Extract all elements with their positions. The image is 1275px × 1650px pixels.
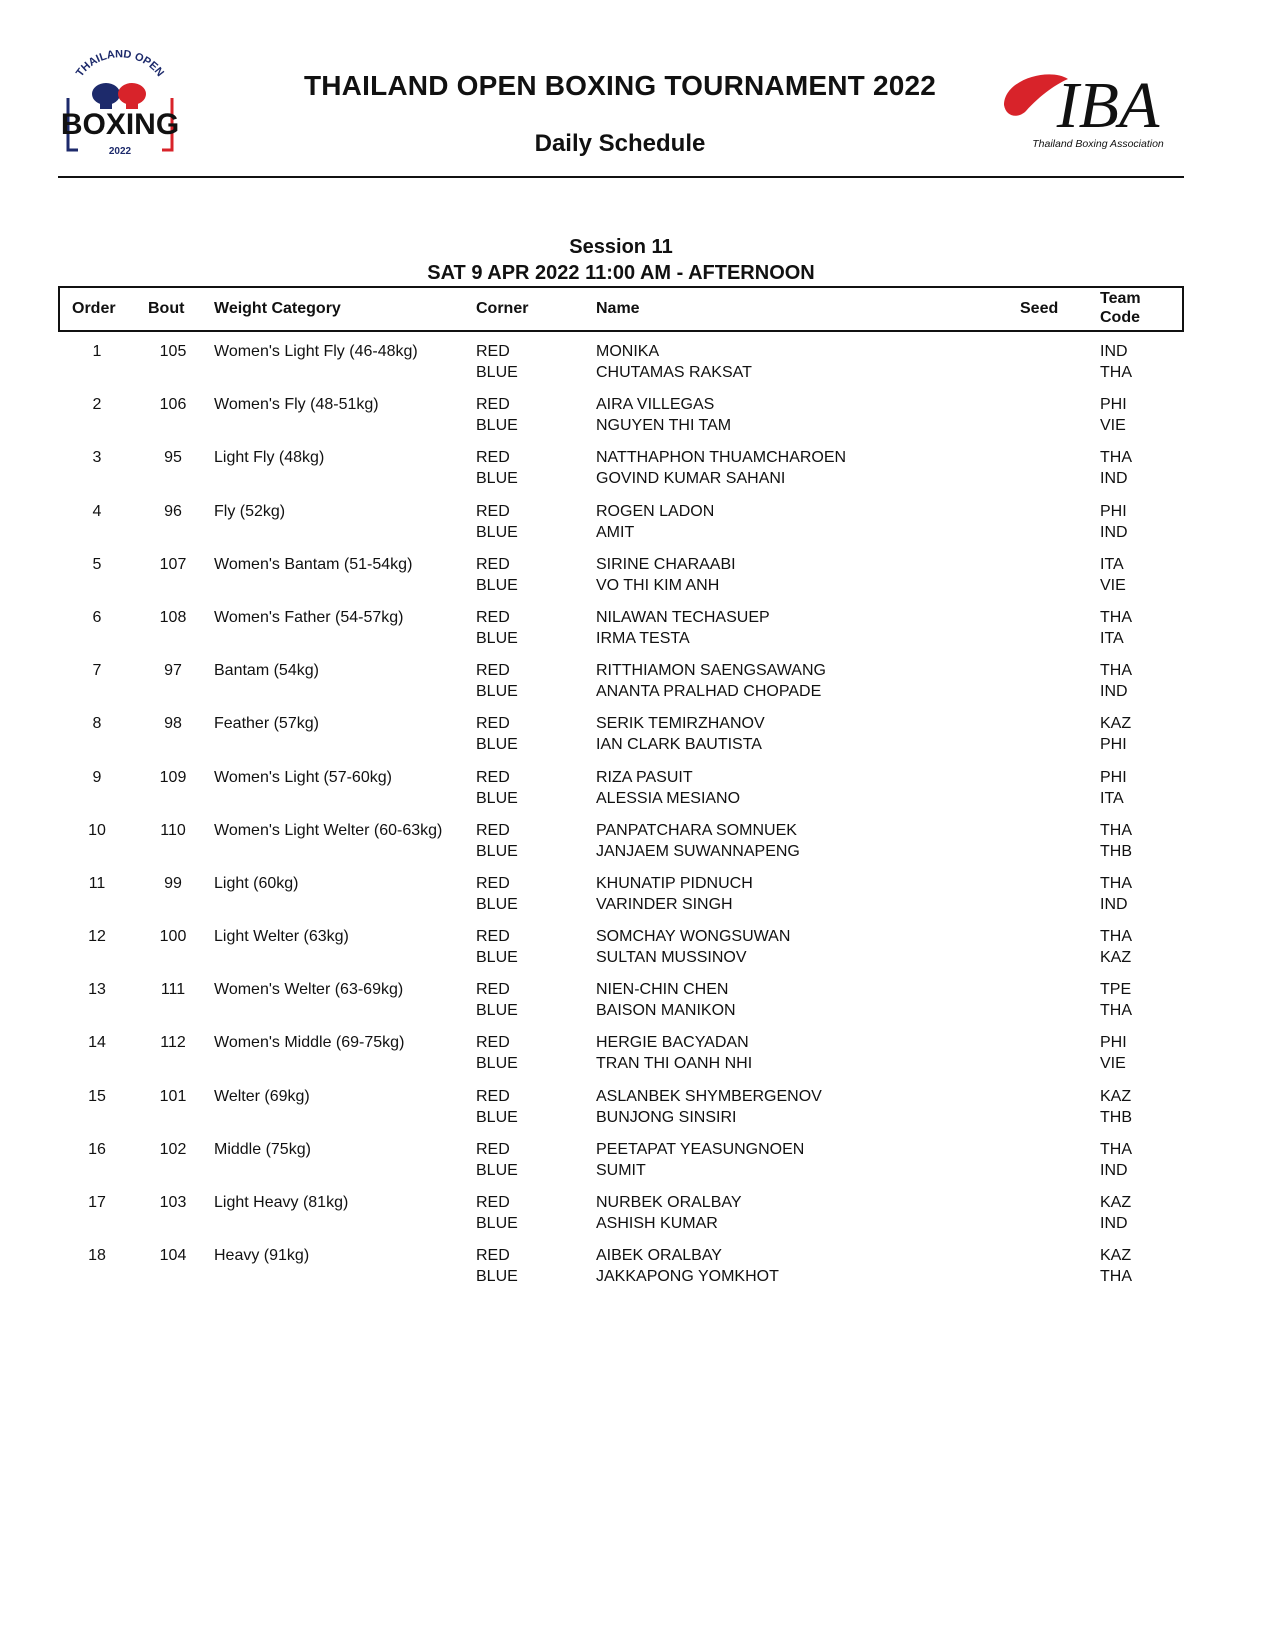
red-team-cell: THA	[1100, 449, 1132, 467]
session-datetime: SAT 9 APR 2022 11:00 AM - AFTERNOON	[427, 262, 815, 284]
header-bout: Bout	[148, 300, 185, 317]
red-corner-cell: RED	[476, 396, 510, 414]
blue-corner-cell: BLUE	[476, 842, 518, 860]
order-cell: 5	[92, 555, 102, 573]
bout-row	[58, 604, 1184, 657]
bout-row	[58, 1136, 1184, 1189]
bout-row	[58, 923, 1184, 976]
bout-list	[58, 338, 1184, 1295]
red-corner-cell: RED	[476, 928, 510, 946]
blue-name-cell: IAN CLARK BAUTISTA	[596, 736, 762, 754]
red-corner-cell: RED	[476, 1140, 510, 1158]
bout-cell: 108	[159, 608, 187, 626]
header-seed: Seed	[1020, 300, 1059, 317]
order-cell: 11	[88, 874, 106, 892]
blue-corner-cell: BLUE	[476, 364, 518, 381]
bout-row	[58, 1189, 1184, 1242]
blue-name-cell: ANANTA PRALHAD CHOPADE	[596, 683, 822, 701]
bout-cell: 103	[159, 1194, 187, 1211]
red-name-cell: ROGEN LADON	[596, 502, 715, 520]
bout-cell: 110	[160, 821, 186, 839]
blue-team-cell: VIE	[1100, 1055, 1126, 1073]
bout-row	[58, 764, 1184, 817]
blue-corner-cell: BLUE	[476, 683, 518, 701]
red-name-cell: KHUNATIP PIDNUCH	[596, 874, 753, 892]
blue-team-cell: IND	[1100, 523, 1128, 541]
red-name-cell: ASLANBEK SHYMBERGENOV	[596, 1087, 822, 1105]
header-order: Order	[72, 300, 116, 317]
red-corner-cell: RED	[476, 1087, 510, 1105]
bout-row	[58, 391, 1184, 444]
red-corner-cell: RED	[476, 768, 510, 786]
blue-name-cell: VARINDER SINGH	[596, 895, 733, 913]
bout-row	[58, 551, 1184, 604]
red-corner-cell: RED	[476, 715, 510, 733]
blue-corner-cell: BLUE	[476, 417, 518, 435]
blue-team-cell: THA	[1100, 1268, 1132, 1286]
blue-corner-cell: BLUE	[476, 523, 518, 541]
logo-word: BOXING	[60, 108, 180, 141]
order-cell: 12	[88, 928, 106, 946]
red-team-cell: TPE	[1100, 981, 1132, 999]
iba-letters: IBA	[1056, 69, 1160, 142]
iba-caption: Thailand Boxing Association	[1032, 138, 1164, 150]
order-cell: 7	[92, 662, 102, 680]
blue-corner-cell: BLUE	[476, 789, 518, 807]
iba-logo	[1000, 65, 1175, 155]
red-team-cell: ITA	[1100, 555, 1124, 573]
logo-year: 2022	[108, 146, 132, 157]
red-team-cell: KAZ	[1100, 1087, 1132, 1105]
blue-corner-cell: BLUE	[476, 1215, 518, 1232]
header-team-code	[1100, 289, 1160, 327]
order-cell: 13	[88, 981, 106, 999]
weight-cell: Feather (57kg)	[214, 715, 319, 733]
table-header	[58, 286, 1184, 332]
weight-cell: Light Fly (48kg)	[214, 449, 325, 467]
blue-name-cell: ALESSIA MESIANO	[596, 789, 741, 807]
bout-cell: 102	[159, 1140, 187, 1158]
blue-name-cell: BAISON MANIKON	[596, 1002, 736, 1020]
red-name-cell: PANPATCHARA SOMNUEK	[596, 821, 797, 839]
blue-corner-cell: BLUE	[476, 576, 518, 594]
page-header	[0, 0, 1275, 180]
order-cell: 15	[88, 1087, 106, 1105]
bout-row	[58, 976, 1184, 1029]
bout-cell: 111	[160, 981, 186, 999]
weight-cell: Women's Welter (63-69kg)	[214, 981, 404, 999]
document-subtitle: Daily Schedule	[534, 130, 706, 157]
order-cell: 18	[88, 1247, 106, 1265]
bout-cell: 105	[159, 343, 187, 360]
blue-corner-cell: BLUE	[476, 1161, 518, 1179]
red-name-cell: NILAWAN TECHASUEP	[596, 608, 770, 626]
blue-name-cell: BUNJONG SINSIRI	[596, 1108, 737, 1126]
red-team-cell: PHI	[1100, 1034, 1127, 1052]
svg-text:THAILAND OPEN	[74, 50, 166, 79]
red-corner-cell: RED	[476, 555, 510, 573]
logo-arc-text: THAILAND OPEN	[73, 50, 166, 80]
order-cell: 10	[88, 821, 106, 839]
red-corner-cell: RED	[476, 343, 510, 360]
blue-corner-cell: BLUE	[476, 895, 518, 913]
bout-cell: 106	[159, 396, 187, 414]
red-name-cell: PEETAPAT YEASUNGNOEN	[596, 1140, 805, 1158]
bout-cell: 100	[159, 928, 187, 946]
header-team-line2: Code	[1100, 309, 1140, 326]
order-cell: 2	[92, 396, 102, 414]
blue-name-cell: NGUYEN THI TAM	[596, 417, 732, 435]
blue-team-cell: THB	[1100, 1108, 1132, 1126]
blue-team-cell: KAZ	[1100, 949, 1132, 967]
bout-cell: 104	[159, 1247, 187, 1265]
order-cell: 16	[88, 1140, 106, 1158]
weight-cell: Fly (52kg)	[214, 502, 286, 520]
red-corner-cell: RED	[476, 449, 510, 467]
blue-name-cell: TRAN THI OANH NHI	[596, 1055, 753, 1073]
red-name-cell: RITTHIAMON SAENGSAWANG	[596, 662, 826, 680]
blue-corner-cell: BLUE	[476, 1108, 518, 1126]
bout-row	[58, 870, 1184, 923]
blue-corner-cell: BLUE	[476, 736, 518, 754]
red-team-cell: THA	[1100, 874, 1132, 892]
blue-name-cell: GOVIND KUMAR SAHANI	[596, 470, 786, 488]
bout-row	[58, 1083, 1184, 1136]
bout-cell: 99	[164, 874, 182, 892]
header-divider	[58, 176, 1184, 178]
red-team-cell: PHI	[1100, 502, 1127, 520]
red-name-cell: NIEN-CHIN CHEN	[596, 981, 729, 999]
weight-cell: Women's Father (54-57kg)	[214, 608, 404, 626]
blue-name-cell: SULTAN MUSSINOV	[596, 949, 747, 967]
header-name: Name	[596, 300, 640, 317]
red-team-cell: THA	[1100, 608, 1132, 626]
bout-cell: 107	[159, 555, 187, 573]
red-team-cell: THA	[1100, 821, 1132, 839]
weight-cell: Women's Bantam (51-54kg)	[214, 555, 413, 573]
weight-cell: Women's Light (57-60kg)	[214, 768, 392, 786]
blue-team-cell: THA	[1100, 364, 1132, 381]
blue-name-cell: ASHISH KUMAR	[596, 1215, 718, 1232]
order-cell: 14	[88, 1034, 106, 1052]
blue-corner-cell: BLUE	[476, 629, 518, 647]
blue-name-cell: JANJAEM SUWANNAPENG	[596, 842, 800, 860]
bout-row	[58, 1029, 1184, 1082]
bout-row	[58, 817, 1184, 870]
red-name-cell: RIZA PASUIT	[596, 768, 693, 786]
blue-team-cell: IND	[1100, 1215, 1128, 1232]
order-cell: 4	[92, 502, 102, 520]
red-team-cell: KAZ	[1100, 1194, 1132, 1211]
bout-row	[58, 1242, 1184, 1295]
weight-cell: Light Heavy (81kg)	[214, 1194, 349, 1211]
red-name-cell: SOMCHAY WONGSUWAN	[596, 928, 791, 946]
red-name-cell: SIRINE CHARAABI	[596, 555, 736, 573]
red-team-cell: THA	[1100, 662, 1132, 680]
blue-name-cell: SUMIT	[596, 1161, 646, 1179]
bout-cell: 95	[164, 449, 182, 467]
red-corner-cell: RED	[476, 1034, 510, 1052]
blue-team-cell: VIE	[1100, 576, 1126, 594]
red-name-cell: NURBEK ORALBAY	[596, 1194, 742, 1211]
blue-team-cell: THA	[1100, 1002, 1132, 1020]
blue-team-cell: PHI	[1100, 736, 1127, 754]
blue-name-cell: AMIT	[596, 523, 635, 541]
red-corner-cell: RED	[476, 608, 510, 626]
bout-row	[58, 498, 1184, 551]
blue-name-cell: CHUTAMAS RAKSAT	[596, 364, 752, 381]
red-team-cell: THA	[1100, 928, 1132, 946]
order-cell: 8	[92, 715, 102, 733]
red-team-cell: KAZ	[1100, 715, 1132, 733]
session-title: Session 11	[569, 236, 673, 258]
header-team-line1: Team	[1100, 290, 1141, 307]
red-team-cell: THA	[1100, 1140, 1132, 1158]
blue-name-cell: JAKKAPONG YOMKHOT	[596, 1268, 779, 1286]
red-name-cell: MONIKA	[596, 343, 660, 360]
bout-cell: 98	[164, 715, 182, 733]
header-weight-category: Weight Category	[214, 300, 341, 317]
document-title: THAILAND OPEN BOXING TOURNAMENT 2022	[303, 70, 937, 101]
bout-row	[58, 444, 1184, 497]
bout-row	[58, 657, 1184, 710]
weight-cell: Women's Light Fly (46-48kg)	[214, 343, 418, 360]
weight-cell: Women's Middle (69-75kg)	[214, 1034, 405, 1052]
header-corner: Corner	[476, 300, 529, 317]
bout-cell: 101	[159, 1087, 187, 1105]
blue-team-cell: ITA	[1100, 789, 1124, 807]
bout-cell: 97	[164, 662, 182, 680]
red-team-cell: PHI	[1100, 396, 1127, 414]
weight-cell: Women's Fly (48-51kg)	[214, 396, 379, 414]
red-corner-cell: RED	[476, 502, 510, 520]
red-name-cell: SERIK TEMIRZHANOV	[596, 715, 765, 733]
weight-cell: Light (60kg)	[214, 874, 299, 892]
red-corner-cell: RED	[476, 1247, 510, 1265]
red-team-cell: IND	[1100, 343, 1128, 360]
bout-cell: 112	[160, 1034, 186, 1052]
blue-name-cell: IRMA TESTA	[596, 629, 690, 647]
blue-corner-cell: BLUE	[476, 1055, 518, 1073]
blue-team-cell: IND	[1100, 470, 1128, 488]
blue-team-cell: ITA	[1100, 629, 1124, 647]
weight-cell: Light Welter (63kg)	[214, 928, 349, 946]
weight-cell: Women's Light Welter (60-63kg)	[214, 821, 443, 839]
red-name-cell: NATTHAPHON THUAMCHAROEN	[596, 449, 847, 467]
bout-cell: 109	[159, 768, 187, 786]
blue-team-cell: THB	[1100, 842, 1132, 860]
red-corner-cell: RED	[476, 874, 510, 892]
blue-name-cell: VO THI KIM ANH	[596, 576, 720, 594]
weight-cell: Bantam (54kg)	[214, 662, 319, 680]
red-corner-cell: RED	[476, 1194, 510, 1211]
weight-cell: Middle (75kg)	[214, 1140, 311, 1158]
bout-row	[58, 338, 1184, 391]
red-corner-cell: RED	[476, 662, 510, 680]
red-corner-cell: RED	[476, 821, 510, 839]
weight-cell: Welter (69kg)	[214, 1087, 310, 1105]
blue-team-cell: IND	[1100, 683, 1128, 701]
blue-team-cell: IND	[1100, 895, 1128, 913]
thailand-open-boxing-logo	[60, 50, 180, 165]
blue-team-cell: IND	[1100, 1161, 1128, 1179]
blue-corner-cell: BLUE	[476, 1268, 518, 1286]
blue-corner-cell: BLUE	[476, 1002, 518, 1020]
order-cell: 6	[92, 608, 102, 626]
blue-corner-cell: BLUE	[476, 470, 518, 488]
order-cell: 17	[88, 1194, 106, 1211]
red-team-cell: KAZ	[1100, 1247, 1132, 1265]
blue-team-cell: VIE	[1100, 417, 1126, 435]
red-corner-cell: RED	[476, 981, 510, 999]
order-cell: 9	[92, 768, 102, 786]
blue-corner-cell: BLUE	[476, 949, 518, 967]
red-name-cell: AIRA VILLEGAS	[596, 396, 715, 414]
red-name-cell: HERGIE BACYADAN	[596, 1034, 749, 1052]
red-team-cell: PHI	[1100, 768, 1127, 786]
order-cell: 3	[92, 449, 102, 467]
order-cell: 1	[92, 343, 102, 360]
red-name-cell: AIBEK ORALBAY	[596, 1247, 722, 1265]
weight-cell: Heavy (91kg)	[214, 1247, 310, 1265]
bout-cell: 96	[164, 502, 182, 520]
bout-row	[58, 710, 1184, 763]
